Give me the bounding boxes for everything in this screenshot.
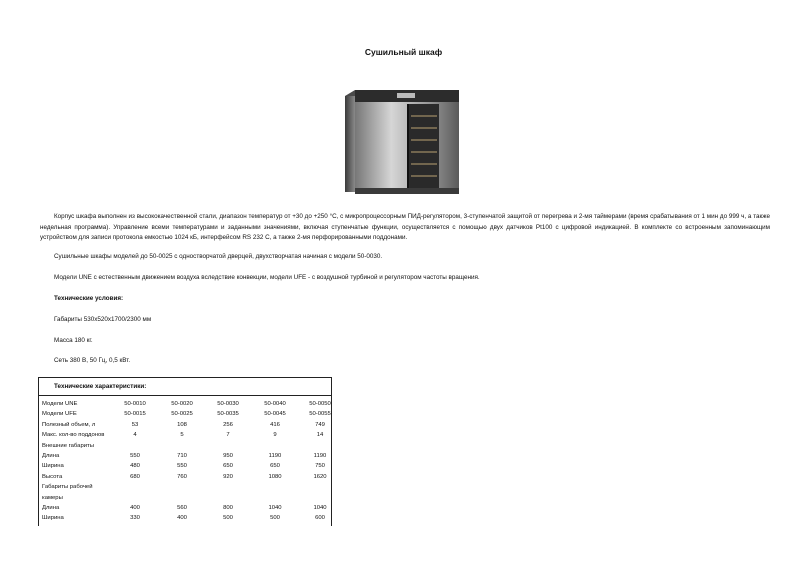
table-cell: 330 <box>130 515 140 522</box>
row-label: Полезный объем, л <box>42 421 96 428</box>
row-label: Модели UNE <box>42 401 78 407</box>
table-cell: 14 <box>316 432 324 439</box>
table-cell: 50-0030 <box>217 401 239 407</box>
table-cell: 560 <box>177 505 187 511</box>
table-cell: 760 <box>177 473 187 480</box>
table-cell: 50-0025 <box>171 411 193 418</box>
table-row <box>39 399 331 409</box>
row-label: Макс. кол-во поддонов <box>42 432 105 439</box>
table-cell: 1190 <box>313 453 327 459</box>
table-cell: 108 <box>177 421 187 428</box>
row-label: Ширина <box>42 515 64 522</box>
power-line: Сеть 380 В, 50 Гц, 0,5 кВт. <box>54 357 131 364</box>
table-cell: 416 <box>270 421 280 428</box>
row-label: Габариты рабочей <box>42 484 93 491</box>
table-cell: 50-0035 <box>217 411 239 418</box>
table-row <box>39 482 331 492</box>
table-cell: 50-0055 <box>309 411 331 418</box>
description-paragraph: Корпус шкафа выполнен из высококачественной стали, диапазон температур от +30 до +250 °С, с микропроцессорным ПИД-регулятором, 3-ступенчатой защитой от перегрева и 2-мя таймерами (время срабатывания от 1 мин до 999 ч, а также недельная программа). Управление всеми температурами и заданными значениями, включая ступенчатые функции, осуществляется с помощью двух датчиков Pt100 с цифровой индикацией. В комплекте со встроенным запоминающим устройством для записи протокола емкостью 1024 кБ, интерфейсом RS 232 С, а также 2-мя перфорированными поддонами. <box>40 213 770 241</box>
table-divider <box>39 395 331 396</box>
table-cell: 50-0045 <box>264 411 286 418</box>
row-label: Длина <box>42 453 60 459</box>
table-cell: 710 <box>177 453 187 459</box>
table-row <box>39 430 331 440</box>
row-label: Модели UFE <box>42 411 77 418</box>
table-cell: 1040 <box>268 505 282 511</box>
spec-table-heading: Технические характеристики: <box>54 383 147 390</box>
table-row <box>39 461 331 471</box>
table-cell: 920 <box>223 473 233 480</box>
table-cell: 500 <box>223 515 233 522</box>
table-cell: 53 <box>131 421 139 428</box>
table-cell: 500 <box>270 515 280 522</box>
table-cell: 1080 <box>268 473 282 480</box>
table-cell: 600 <box>315 515 325 522</box>
table-cell: 550 <box>130 453 140 459</box>
table-cell: 750 <box>315 463 325 470</box>
table-row <box>39 503 331 513</box>
table-cell: 400 <box>130 505 140 511</box>
row-label: Ширина <box>42 463 64 470</box>
table-cell: 680 <box>130 473 140 480</box>
table-cell: 749 <box>315 421 325 428</box>
table-cell: 50-0020 <box>171 401 193 407</box>
table-cell: 50-0040 <box>264 401 286 407</box>
table-cell: 480 <box>130 463 140 470</box>
table-cell: 1040 <box>313 505 327 511</box>
dimensions-line: Габариты 530х520х1700/2300 мм <box>54 316 152 323</box>
table-cell: 650 <box>223 463 233 470</box>
table-cell: 400 <box>177 515 187 522</box>
table-cell: 50-0015 <box>124 411 146 418</box>
table-row <box>39 441 331 451</box>
table-cell: 800 <box>223 505 233 511</box>
row-label: камеры <box>42 494 63 501</box>
table-cell: 256 <box>223 421 233 428</box>
page-title: Сушильный шкаф <box>364 47 443 57</box>
tech-heading: Технические условия: <box>54 295 124 302</box>
table-cell: 5 <box>180 432 184 439</box>
table-cell: 7 <box>226 432 230 439</box>
table-row <box>39 451 331 461</box>
mass-line: Масса 180 кг. <box>54 337 93 344</box>
row-label: Внешние габариты <box>42 442 94 449</box>
table-row <box>39 493 331 503</box>
table-row <box>39 513 331 523</box>
row-label: Высота <box>42 473 63 480</box>
table-cell: 1190 <box>268 453 282 459</box>
table-row <box>39 409 331 419</box>
table-cell: 550 <box>177 463 187 470</box>
table-cell: 650 <box>270 463 280 470</box>
row-label: Длина <box>42 505 60 511</box>
table-row <box>39 472 331 482</box>
models-paragraph: Модели UNE с естественным движением воздуха вследствие конвекции, модели UFE - с воздушной турбиной и регулятором частоты вращения. <box>54 274 480 281</box>
table-cell: 9 <box>273 432 277 439</box>
drying-cabinet-image <box>345 88 463 196</box>
table-row <box>39 420 331 430</box>
table-cell: 950 <box>223 453 233 459</box>
doors-paragraph: Сушильные шкафы моделей до 50-0025 с одностворчатой дверцей, двухстворчатая начиная с модели 50-0030. <box>54 253 383 260</box>
table-cell: 50-0010 <box>124 401 146 407</box>
table-cell: 1620 <box>313 473 327 480</box>
spec-table <box>38 377 332 526</box>
table-cell: 50-0050 <box>309 401 331 407</box>
table-cell: 4 <box>133 432 137 439</box>
